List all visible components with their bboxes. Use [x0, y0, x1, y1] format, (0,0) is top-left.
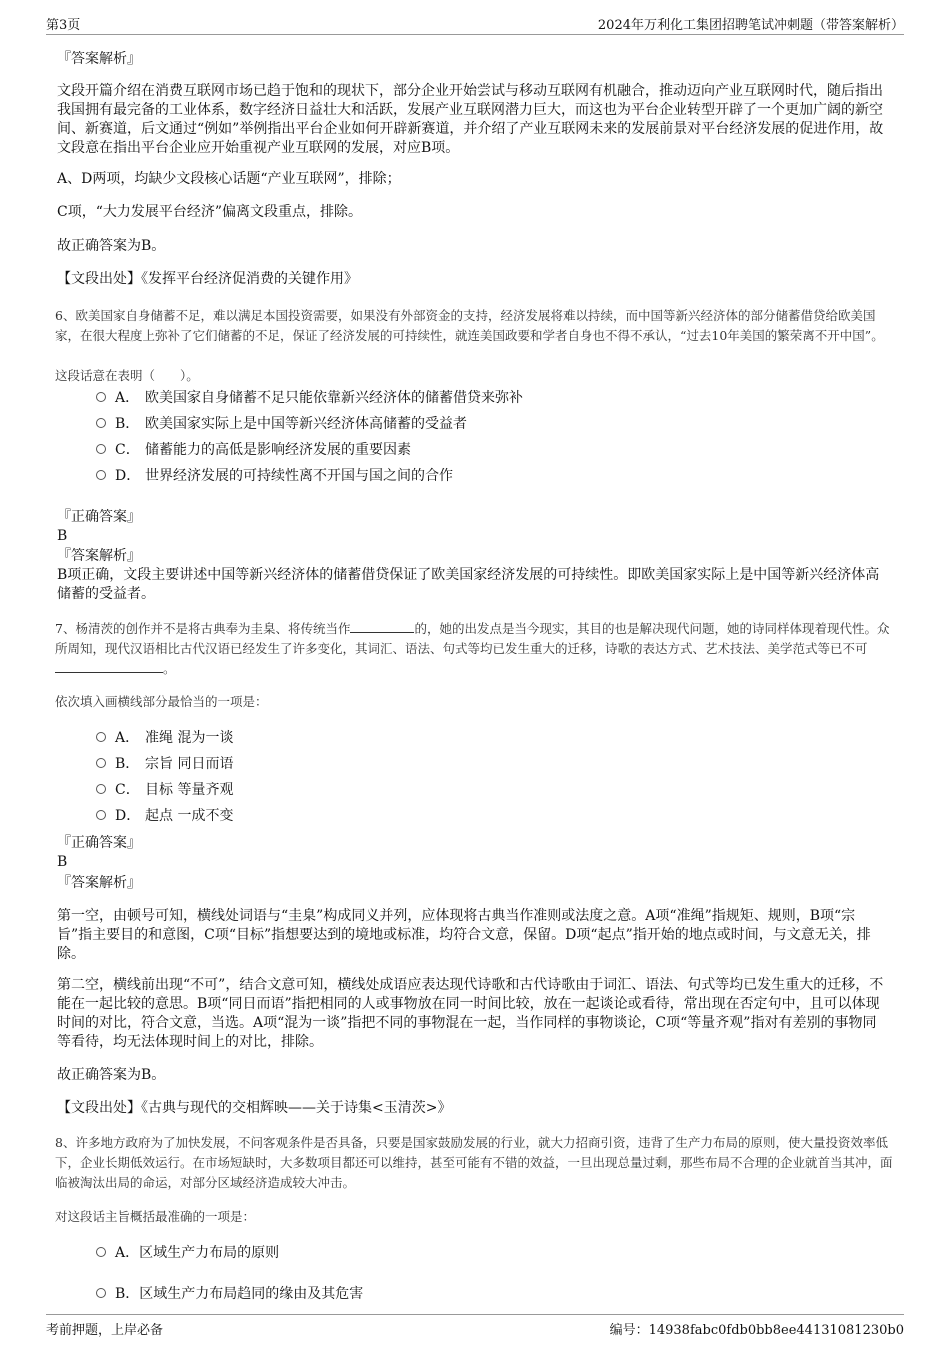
- q7-explain-p1: 第一空，由顿号可知，横线处词语与“圭臬”构成同义并列，应体现将古典当作准则或法度之意。A项“准绳”指规矩、规则，B项“宗旨”指主要目的和意图，C项“目标”指想要达到的境地或标准，均符合文意，保留。D项“起点”指开始的地点或时间，与文意无关，排除。: [57, 908, 871, 962]
- q6-option-a[interactable]: A． 欧美国家自身储蓄不足只能依靠新兴经济体的储蓄借贷来弥补: [96, 389, 523, 407]
- q7-conclusion: 故正确答案为B。: [57, 1067, 166, 1083]
- q6-prompt: 这段话意在表明（ ）。: [55, 368, 199, 383]
- q6-explain-label: 『答案解析』: [57, 548, 141, 564]
- q7-prompt: 依次填入画横线部分最恰当的一项是：: [55, 694, 268, 709]
- q7-option-b[interactable]: B． 宗旨 同日而语: [96, 755, 233, 773]
- radio-icon[interactable]: [96, 418, 106, 428]
- document-title: 2024年万利化工集团招聘笔试冲刺题（带答案解析）: [597, 18, 904, 33]
- fill-blank-1[interactable]: [350, 620, 414, 633]
- q5-explain-label: 『答案解析』: [57, 51, 141, 67]
- q6-answer-label: 『正确答案』: [57, 509, 141, 525]
- radio-icon[interactable]: [96, 1247, 106, 1257]
- radio-icon[interactable]: [96, 1288, 106, 1298]
- q5-source: 【文段出处】《发挥平台经济促消费的关键作用》: [57, 271, 358, 287]
- radio-icon[interactable]: [96, 732, 106, 742]
- document-id: 编号：14938fabc0fdb0bb8ee44131081230b0: [609, 1323, 904, 1338]
- q7-explain-label: 『答案解析』: [57, 875, 141, 891]
- q6-option-b[interactable]: B． 欧美国家实际上是中国等新兴经济体高储蓄的受益者: [96, 415, 467, 433]
- q7-stem: 7、杨清茨的创作并不是将古典奉为圭臬、将传统当作 的，她的出发点是当今现实，其目的也是解决现代问题，她的诗同样体现着现代性。众所周知，现代汉语相比古代汉语已经发生了许多变化，其词汇、语法、句式等均已发生重大的迁移，诗歌的表达方式、艺术技法、美学范式等已不可。: [55, 621, 890, 676]
- q8-option-b[interactable]: B．区域生产力布局趋同的缘由及其危害: [96, 1285, 363, 1303]
- q7-answer: B: [57, 854, 68, 870]
- footer-slogan: 考前押题，上岸必备: [46, 1323, 164, 1338]
- q7-option-a[interactable]: A． 准绳 混为一谈: [96, 729, 233, 747]
- q7-explain-p2: 第二空，横线前出现“不可”，结合文意可知，横线处成语应表达现代诗歌和古代诗歌由于词汇、语法、句式等均已发生重大的迁移，不能在一起比较的意思。B项“同日而语”指把相同的人或事物放在同一时间比较，放在一起谈论或看待，常出现在否定句中，且可以体现时间的对比，符合文意，当选。A项“混为一谈”指把不同的事物混在一起，当作同样的事物谈论，C项“等量齐观”指对有差别的事物同等看待，均无法体现时间上的对比，排除。: [57, 977, 884, 1050]
- q5-conclusion: 故正确答案为B。: [57, 238, 166, 254]
- q5-explain-p1: 文段开篇介绍在消费互联网市场已趋于饱和的现状下，部分企业开始尝试与移动互联网有机融合，推动迈向产业互联网时代，随后指出我国拥有最完备的工业体系，数字经济日益壮大和活跃，发展产业互联网潜力巨大，而这也为平台企业转型开辟了一个更加广阔的新空间、新赛道，后文通过“例如”举例指出平台企业如何开辟新赛道，并介绍了产业互联网未来的发展前景对平台经济发展的促进作用，故文段意在指出平台企业应开始重视产业互联网的发展，对应B项。: [57, 83, 884, 156]
- radio-icon[interactable]: [96, 810, 106, 820]
- page-footer: [46, 1314, 904, 1339]
- radio-icon[interactable]: [96, 784, 106, 794]
- q7-answer-label: 『正确答案』: [57, 835, 141, 851]
- radio-icon[interactable]: [96, 392, 106, 402]
- q5-explain-p3: C项，“大力发展平台经济”偏离文段重点，排除。: [57, 204, 363, 220]
- radio-icon[interactable]: [96, 758, 106, 768]
- q8-prompt: 对这段话主旨概括最准确的一项是：: [55, 1209, 256, 1224]
- page-header: [46, 14, 904, 35]
- q8-option-a[interactable]: A．区域生产力布局的原则: [96, 1244, 279, 1262]
- fill-blank-2[interactable]: [55, 660, 163, 673]
- q6-option-d[interactable]: D． 世界经济发展的可持续性离不开国与国之间的合作: [96, 467, 453, 485]
- q8-stem: 8、许多地方政府为了加快发展，不问客观条件是否具备，只要是国家鼓励发展的行业，就大力招商引资，违背了生产力布局的原则，使大量投资效率低下，企业长期低效运行。在市场短缺时，大多数项目都还可以维持，甚至可能有不错的效益，一旦出现总量过剩，那些布局不合理的企业就首当其冲，面临被淘汰出局的命运，对部分区域经济造成较大冲击。: [55, 1135, 893, 1190]
- q6-explain: B项正确，文段主要讲述中国等新兴经济体的储蓄借贷保证了欧美国家经济发展的可持续性。即欧美国家实际上是中国等新兴经济体高储蓄的受益者。: [57, 567, 880, 602]
- q7-option-c[interactable]: C． 目标 等量齐观: [96, 781, 233, 799]
- q7-option-d[interactable]: D． 起点 一成不变: [96, 807, 233, 825]
- q7-source: 【文段出处】《古典与现代的交相辉映——关于诗集<玉清茨>》: [57, 1100, 452, 1116]
- q6-option-c[interactable]: C． 储蓄能力的高低是影响经济发展的重要因素: [96, 441, 411, 459]
- q6-stem: 6、欧美国家自身储蓄不足，难以满足本国投资需要，如果没有外部资金的支持，经济发展将难以持续，而中国等新兴经济体的部分储蓄借贷给欧美国家，在很大程度上弥补了它们储蓄的不足，保证了经济发展的可持续性，就连美国政要和学者自身也不得不承认，“过去10年美国的繁荣离不开中国”。: [55, 308, 884, 343]
- q6-answer: B: [57, 528, 68, 544]
- q5-explain-p2: A、D两项，均缺少文段核心话题“产业互联网”，排除；: [57, 171, 401, 187]
- radio-icon[interactable]: [96, 470, 106, 480]
- page-number: 第3页: [46, 18, 81, 33]
- radio-icon[interactable]: [96, 444, 106, 454]
